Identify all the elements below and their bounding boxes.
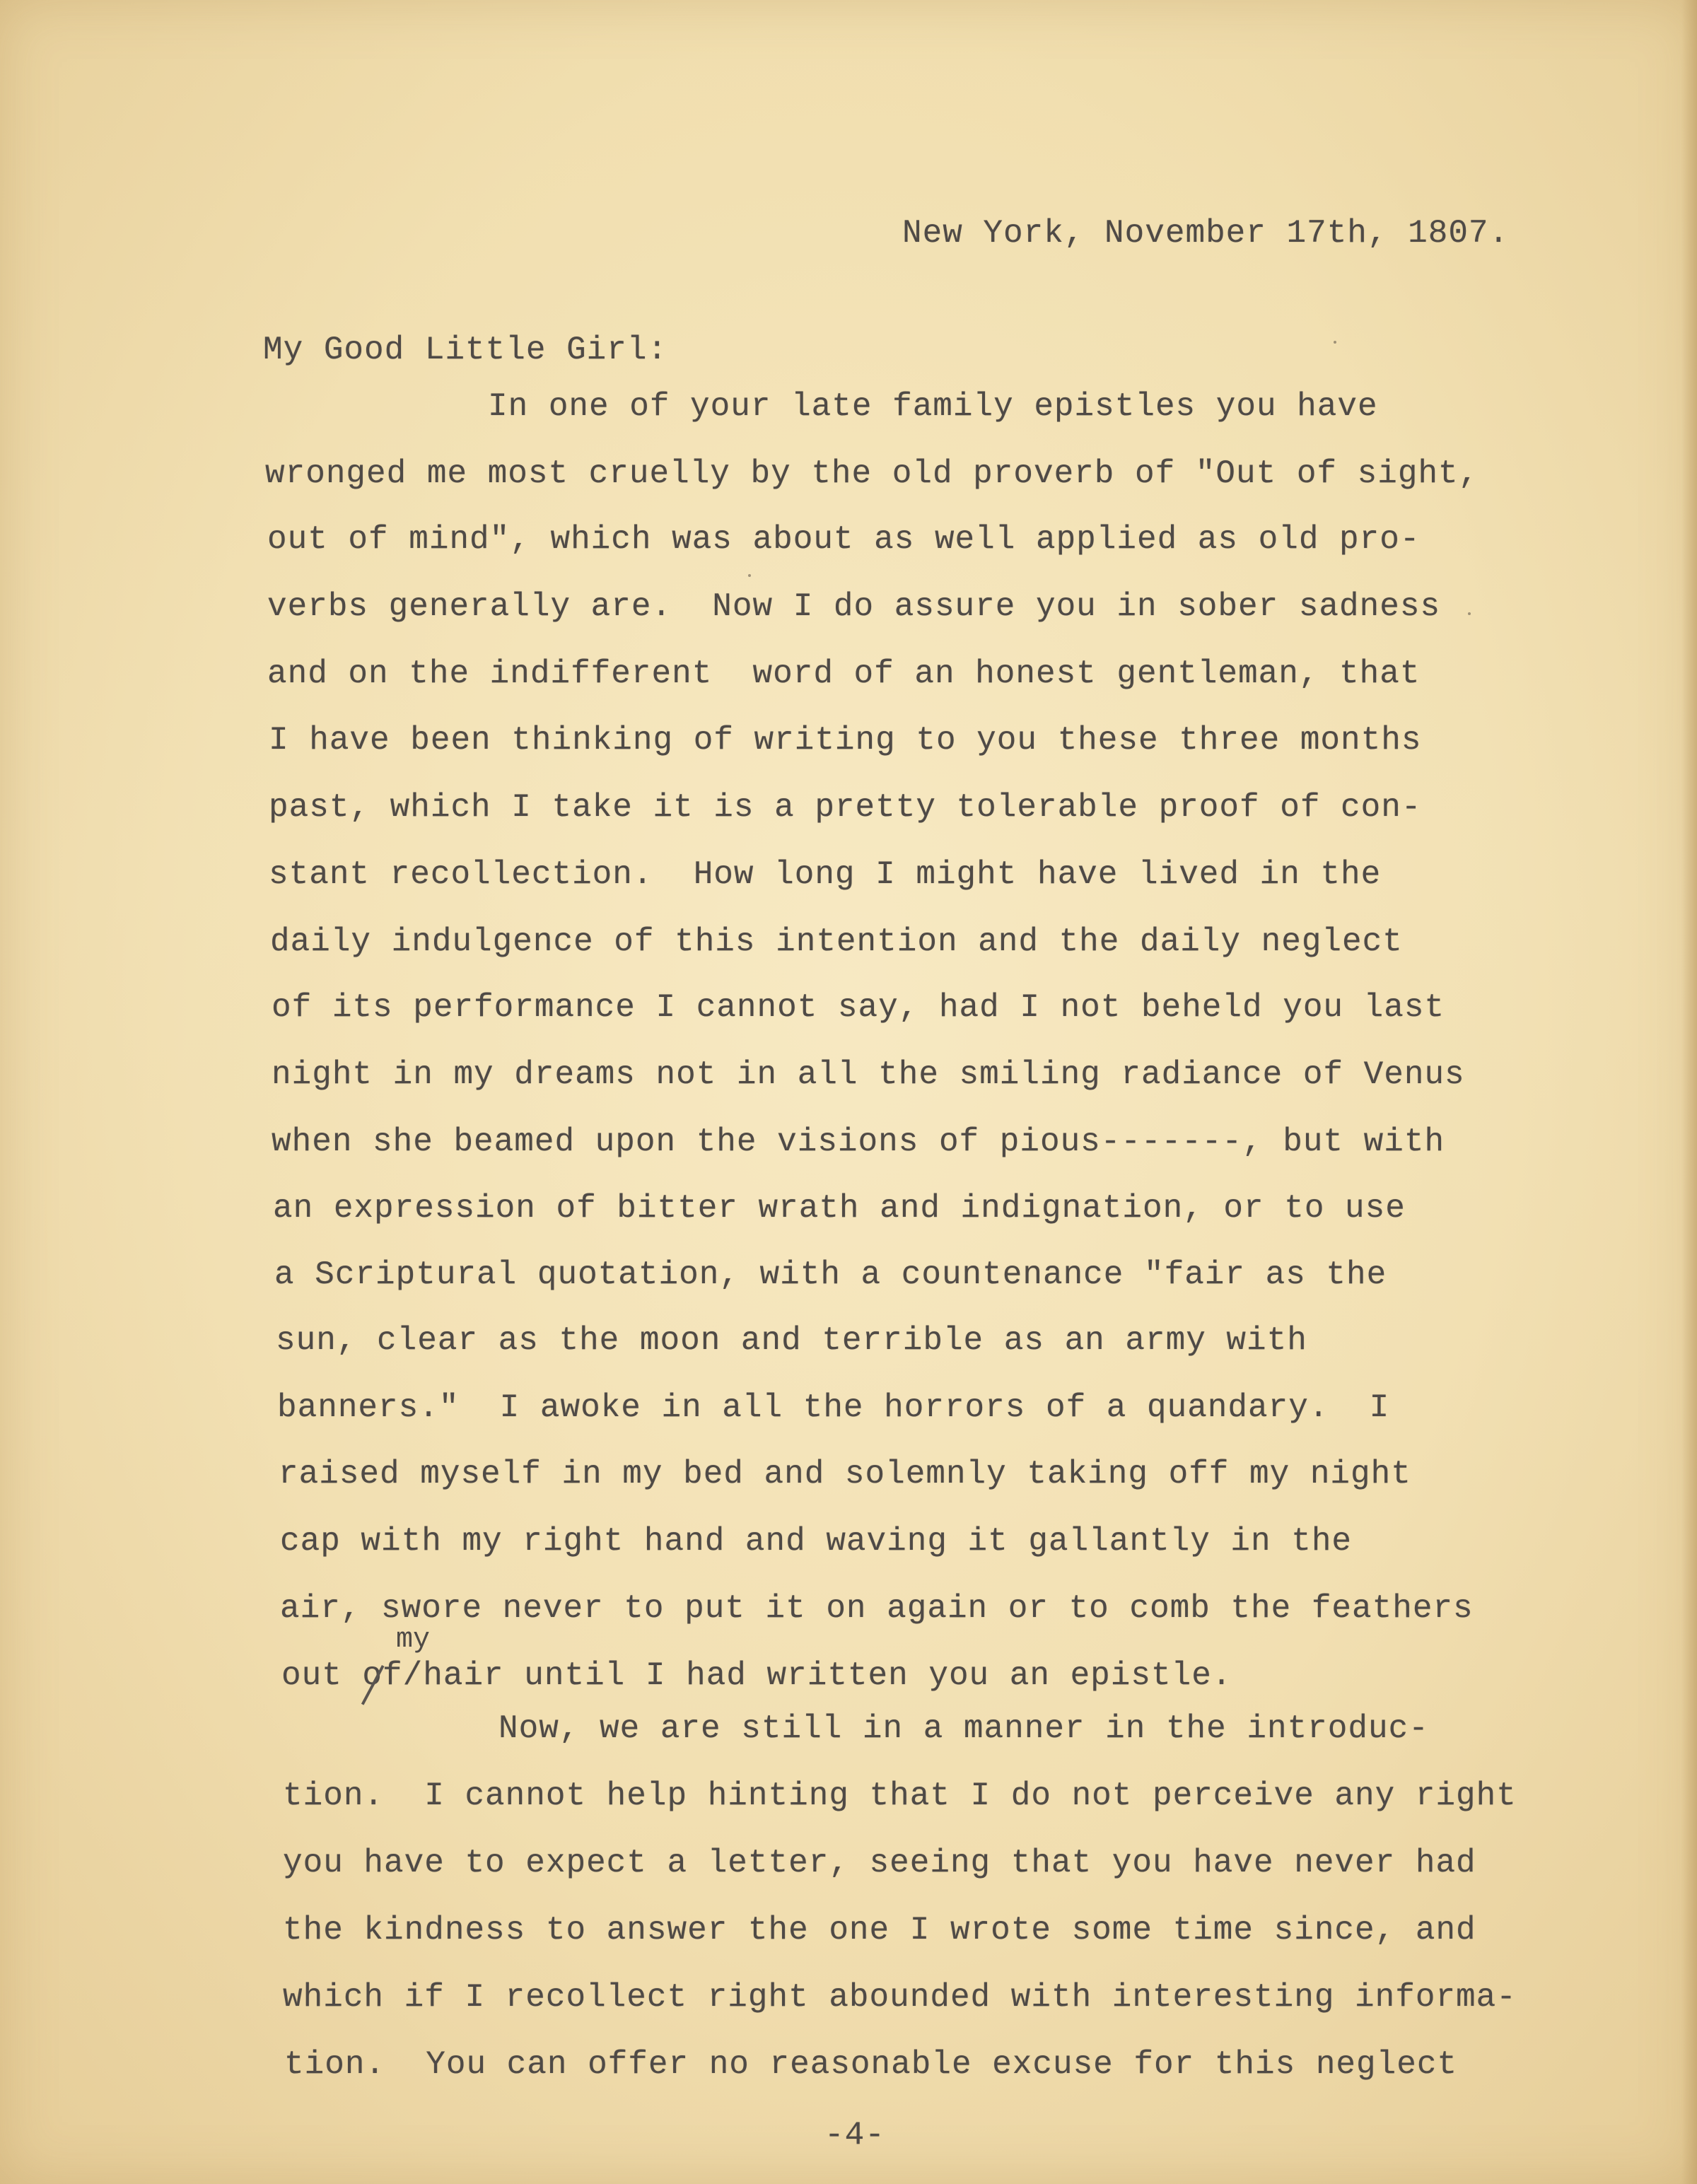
text-line: cap with my right hand and waving it gallantly in the	[280, 1523, 1353, 1560]
text-line: out of mind", which was about as well applied as old pro-	[267, 521, 1421, 558]
text-line: daily indulgence of this intention and the daily neglect	[270, 923, 1403, 960]
paper-speck	[748, 574, 751, 577]
text-line: sun, clear as the moon and terrible as an army with	[276, 1322, 1307, 1359]
text-line: you have to expect a letter, seeing that you have never had	[283, 1845, 1476, 1881]
text-line: and on the indifferent word of an honest gentleman, that	[267, 655, 1421, 692]
text-line: of its performance I cannot say, had I not beheld you last	[272, 989, 1445, 1026]
text-line: night in my dreams not in all the smiling radiance of Venus	[272, 1056, 1465, 1093]
text-line: which if I recollect right abounded with interesting informa-	[283, 1979, 1517, 2016]
text-line: raised myself in my bed and solemnly taking off my night	[279, 1456, 1411, 1493]
text-line: air, swore never to put it on again or to comb the feathers	[280, 1590, 1474, 1627]
page-number: -4-	[824, 2117, 885, 2154]
text-line: out of/hair until I had written you an epistle.	[281, 1657, 1232, 1694]
text-line: verbs generally are. Now I do assure you in sober sadness	[267, 588, 1441, 625]
dateline: New York, November 17th, 1807.	[902, 215, 1510, 252]
text-line: Now, we are still in a manner in the introduc-	[498, 1710, 1429, 1747]
text-line: stant recollection. How long I might have lived in the	[269, 856, 1382, 893]
text-line: wronged me most cruelly by the old proverb of "Out of sight,	[265, 455, 1479, 492]
text-line: I have been thinking of writing to you these three months	[269, 722, 1422, 759]
text-line: past, which I take it is a pretty tolerable proof of con-	[269, 789, 1422, 826]
text-line: tion. You can offer no reasonable excuse for this neglect	[284, 2046, 1458, 2083]
text-line: an expression of bitter wrath and indignation, or to use	[273, 1190, 1406, 1227]
text-line: when she beamed upon the visions of pious-------, but with	[272, 1123, 1445, 1160]
paper-speck	[1334, 341, 1336, 344]
handwritten-insertion: my	[396, 1624, 431, 1656]
text-line: In one of your late family epistles you have	[488, 388, 1378, 425]
text-line: a Scriptural quotation, with a countenance "fair as the	[274, 1256, 1387, 1293]
text-line: banners." I awoke in all the horrors of a quandary. I	[277, 1389, 1390, 1426]
paper-speck	[1468, 612, 1471, 615]
salutation: My Good Little Girl:	[263, 332, 668, 368]
text-line: tion. I cannot help hinting that I do not perceive any right	[283, 1777, 1517, 1814]
paper-edge	[1681, 0, 1697, 2184]
text-line: the kindness to answer the one I wrote some time since, and	[283, 1912, 1476, 1949]
